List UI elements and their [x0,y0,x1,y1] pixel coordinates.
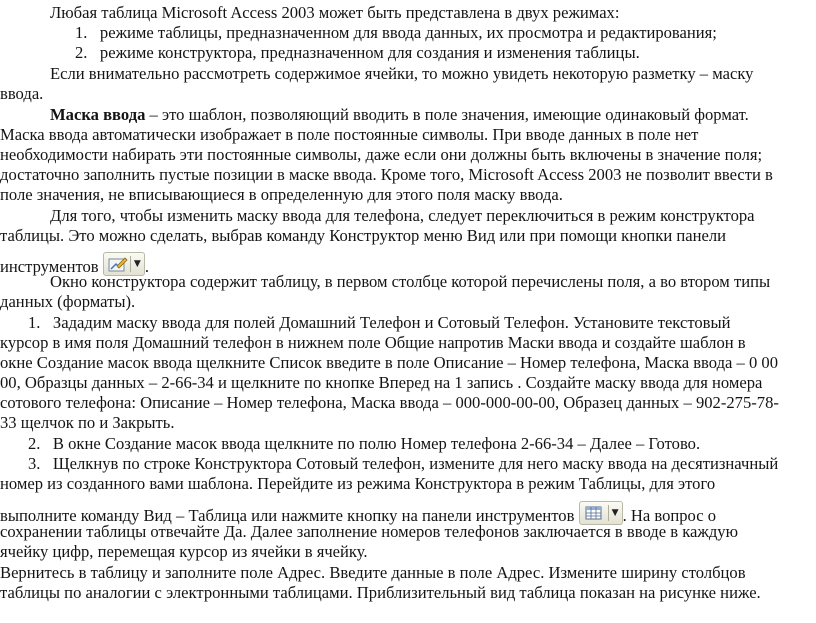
text-line: поле значения, не вписывающиеся в определенную для этого поля маску ввода. [0,185,563,204]
text-line: таблицы. Это можно сделать, выбрав команду Конструктор меню Вид или при помощи кнопки панели [0,226,727,245]
list-marker: 3. [28,454,41,473]
intro-line: Любая таблица Microsoft Access 2003 может быть представлена в двух режимах: [50,3,620,22]
design-view-icon [108,256,128,272]
step-2: 2. В окне Создание масок ввода щелкните по полю Номер телефона 2-66-34 – Далее – Готово. [28,434,701,453]
text-line: ячейку цифр, перемещая курсор из ячейки в ячейку. [0,542,368,561]
text-line-with-button: инструментов ▼ . [0,252,149,278]
list-item-1: 1. режиме таблицы, предназначенном для ввода данных, их просмотра и редактирования; [75,23,717,42]
term-bold: Маска ввода [50,105,146,124]
text-line: Вернитесь в таблицу и заполните поле Адрес. Введите данные в поле Адрес. Измените ширину столбцов [0,563,746,582]
list-marker: 1. [28,313,41,332]
list-marker: 2. [75,43,88,62]
list-marker: 2. [28,434,41,453]
datasheet-view-icon [584,505,604,521]
step-3: 3. Щелкнув по строке Конструктора Сотовый телефон, измените для него маску ввода на десятизначный [28,454,779,473]
text-line: ввода. [0,84,44,103]
text-line: Маска ввода автоматически изображает в поле постоянные символы. При вводе данных в поле нет [0,125,699,144]
text-line: 33 щелчок по и Закрыть. [0,413,175,432]
chevron-down-icon: ▼ [133,259,141,269]
text-line-with-button: выполните команду Вид – Таблица или нажмите кнопку на панели инструментов ▼ . На вопрос о [0,501,716,527]
text-line: Окно конструктора содержит таблицу, в первом столбце которой перечислены поля, а во втором типы [50,272,771,291]
text-line: Если внимательно рассмотреть содержимое ячейки, то можно увидеть некоторую разметку – маску [50,64,754,83]
step-1: 1. Зададим маску ввода для полей Домашний Телефон и Сотовый Телефон. Установите текстовый [28,313,731,332]
text-line: сохранении таблицы отвечайте Да. Далее заполнение номеров телефонов заключается в вводе в каждую [0,522,738,541]
text-line: таблицы по аналогии с электронными таблицами. Приблизительный вид таблица показан на рисунке ниже. [0,583,761,602]
definition-line: Маска ввода – это шаблон, позволяющий вводить в поле значения, имеющие одинаковый формат. [50,105,749,124]
text-line: достаточно заполнить пустые позиции в маске ввода. Кроме того, Microsoft Access 2003 не позволит ввести в [0,165,773,184]
text-line: окне Создание масок ввода щелкните Список введите в поле Описание – Номер телефона, Маска ввода – 0 00 [0,353,779,372]
text-line: курсор в имя поля Домашний телефон в нижнем поле Общие напротив Маски ввода и создайте шаблон в [0,333,746,352]
chevron-down-icon: ▼ [611,508,619,518]
text-line: 00, Образцы данных – 2-66-34 и щелкните по кнопке Вперед на 1 запись . Создайте маску ввода для номера [0,373,763,392]
text-line: необходимости набирать эти постоянные символы, даже если они должны быть включены в значение поля; [0,145,763,164]
text-line: Для того, чтобы изменить маску ввода для телефона, следует переключиться в режим конструктора [50,206,755,225]
text-line: номер из созданного вами шаблона. Перейдите из режима Конструктора в режим Таблицы, для этого [0,474,716,493]
text-line: сотового телефона: Описание – Номер телефона, Маска ввода – 000-000-00-00, Образец данных – 902-275-78- [0,393,779,412]
text-line: данных (форматы). [0,292,136,311]
list-marker: 1. [75,23,88,42]
list-item-2: 2. режиме конструктора, предназначенном для создания и изменения таблицы. [75,43,640,62]
